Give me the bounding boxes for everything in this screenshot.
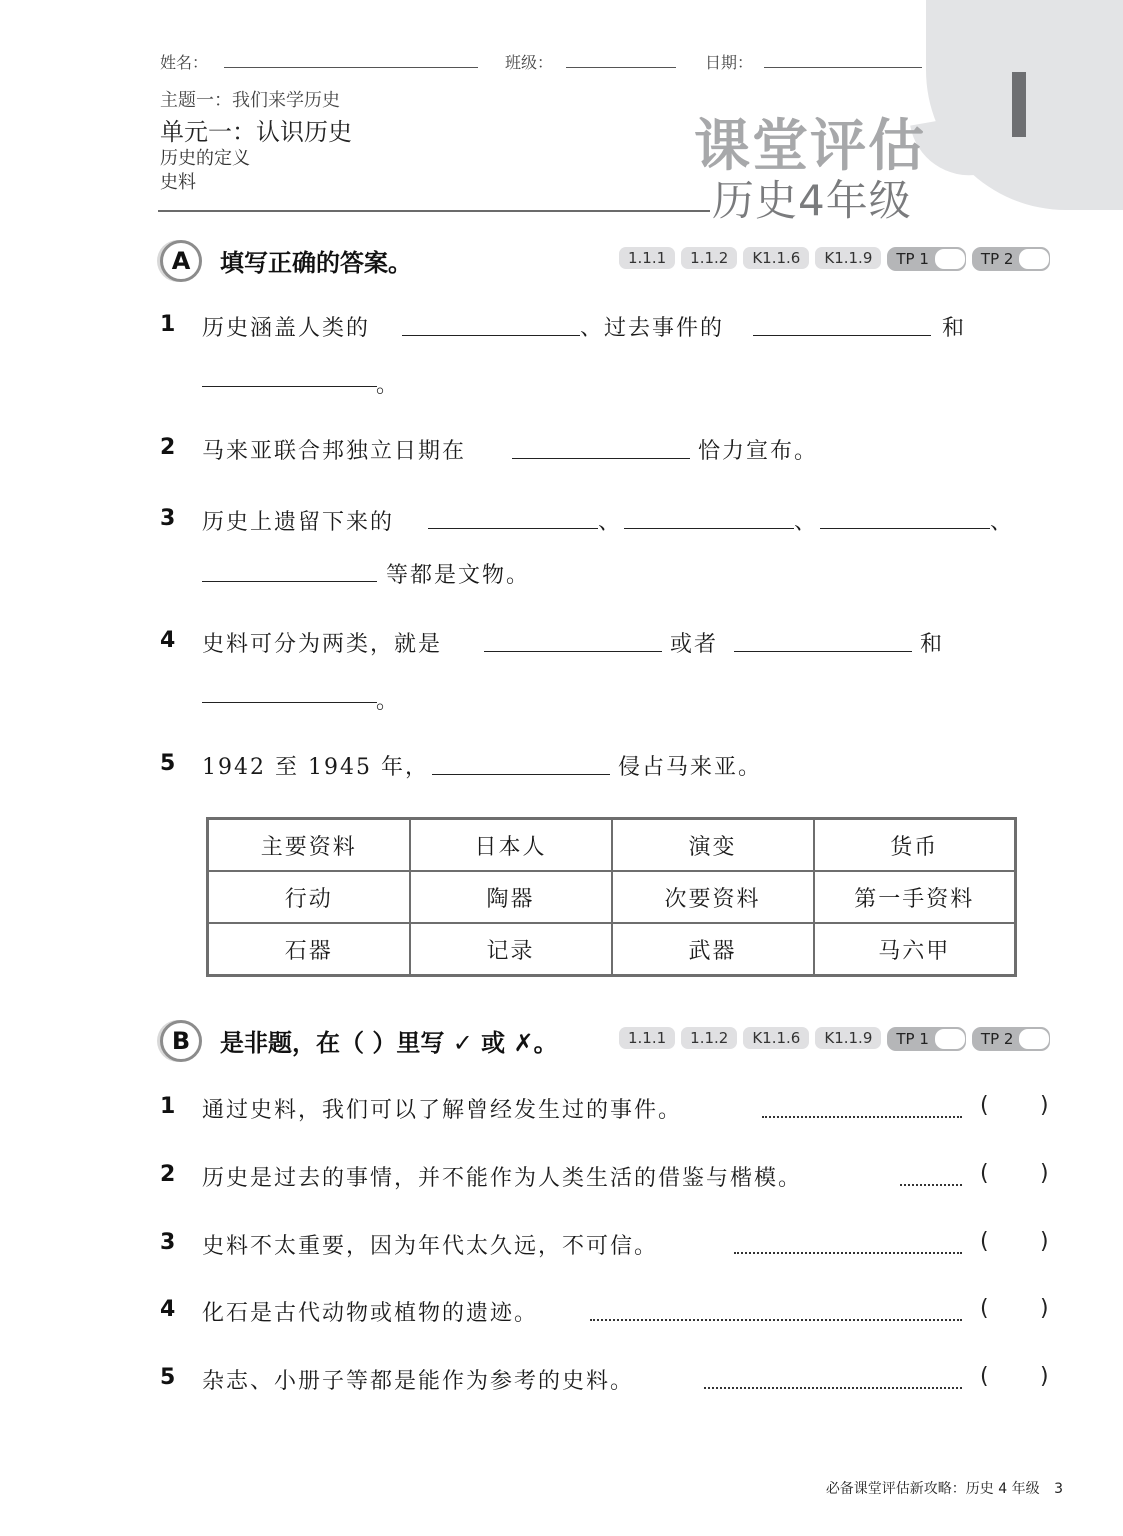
- answer-blank[interactable]: [753, 335, 931, 336]
- book-title: 必备课堂评估新攻略：历史 4 年级: [825, 1481, 1040, 1497]
- section-a-tags: [619, 247, 1050, 271]
- question-5-text-b: 侵占马来亚。: [618, 755, 763, 780]
- question-2-text-a: 马来亚联合邦独立日期在: [202, 439, 467, 464]
- question-1-text-a: 历史涵盖人类的: [202, 316, 371, 341]
- paren-close: ): [1040, 1093, 1049, 1118]
- page-footer: [826, 1478, 1063, 1498]
- word-cell: 第一手资料: [814, 871, 1016, 923]
- question-3-sep-1: 、: [598, 510, 623, 535]
- question-3-text-b: 等都是文物。: [386, 563, 531, 588]
- question-1-text-c: 和: [942, 316, 967, 341]
- answer-box[interactable]: [992, 1163, 1036, 1191]
- paren-open: (: [980, 1364, 989, 1389]
- assessment-title: 课堂评估: [694, 114, 926, 179]
- section-a-badge: A: [160, 240, 202, 282]
- leader-dots: [590, 1319, 962, 1321]
- page-number: 3: [1054, 1481, 1063, 1497]
- question-4-text-b: 或者: [670, 632, 719, 657]
- tp2-tag: [972, 1027, 1051, 1051]
- answer-blank[interactable]: [512, 458, 690, 459]
- answer-blank[interactable]: [734, 651, 912, 652]
- tp1-checkbox[interactable]: [935, 1029, 965, 1049]
- answer-blank[interactable]: [202, 386, 377, 387]
- answer-blank[interactable]: [202, 581, 377, 582]
- question-3-sep-3: 、: [990, 510, 1015, 535]
- leader-dots: [900, 1184, 962, 1186]
- question-2-number: 2: [160, 435, 176, 460]
- paren-close: ): [1040, 1161, 1049, 1186]
- answer-box[interactable]: [992, 1095, 1036, 1123]
- question-1-text-d: 。: [376, 373, 401, 398]
- tp2-label: TP 2: [980, 250, 1014, 268]
- tp2-label: TP 2: [980, 1030, 1014, 1048]
- statement-4-text: 化石是古代动物或植物的遗迹。: [202, 1301, 539, 1326]
- question-2-text-b: 恰力宣布。: [698, 439, 819, 464]
- unit-title: 单元一：认识历史: [160, 118, 352, 146]
- word-cell: 货币: [814, 819, 1016, 872]
- question-4-number: 4: [160, 628, 176, 653]
- standard-tag: K1.1.6: [743, 1027, 809, 1049]
- statement-1-text: 通过史料，我们可以了解曾经发生过的事件。: [202, 1098, 683, 1123]
- date-label: 日期：: [705, 53, 754, 72]
- standard-tag: K1.1.9: [815, 247, 881, 269]
- statement-2-text: 历史是过去的事情，并不能作为人类生活的借鉴与楷模。: [202, 1166, 803, 1191]
- word-cell: 记录: [410, 923, 612, 976]
- question-5-text-a: 1942 至 1945 年，: [202, 755, 429, 780]
- statement-2-number: 2: [160, 1162, 176, 1187]
- word-cell: 次要资料: [612, 871, 814, 923]
- statement-5-number: 5: [160, 1365, 176, 1390]
- leader-dots: [704, 1387, 962, 1389]
- question-3-number: 3: [160, 506, 176, 531]
- tp2-checkbox[interactable]: [1019, 249, 1049, 269]
- answer-blank[interactable]: [402, 335, 580, 336]
- word-cell: 马六甲: [814, 923, 1016, 976]
- section-b-tags: [619, 1027, 1050, 1051]
- standard-tag: 1.1.2: [681, 247, 737, 269]
- section-b-badge: B: [160, 1020, 202, 1062]
- tp2-tag: [972, 247, 1051, 271]
- name-field[interactable]: [224, 67, 478, 68]
- date-field[interactable]: [764, 67, 922, 68]
- answer-box[interactable]: [992, 1298, 1036, 1326]
- question-5-number: 5: [160, 751, 176, 776]
- answer-blank[interactable]: [484, 651, 662, 652]
- table-row: [208, 923, 1016, 976]
- tp1-tag: [887, 1027, 966, 1051]
- class-field[interactable]: [566, 67, 676, 68]
- word-cell: 主要资料: [208, 819, 410, 872]
- statement-3-text: 史料不太重要，因为年代太久远，不可信。: [202, 1234, 659, 1259]
- answer-blank[interactable]: [428, 528, 598, 529]
- statement-4-number: 4: [160, 1297, 176, 1322]
- topic-title: 主题一：我们来学历史: [160, 90, 340, 111]
- question-4-text-a: 史料可分为两类，就是: [202, 632, 443, 657]
- question-1-number: 1: [160, 312, 176, 337]
- subtopic-1: 历史的定义: [160, 148, 250, 169]
- question-4-text-c: 和: [920, 632, 945, 657]
- word-cell: 日本人: [410, 819, 612, 872]
- tp1-label: TP 1: [896, 250, 929, 268]
- word-bank-table: [206, 817, 1017, 977]
- class-label: 班级：: [505, 53, 554, 72]
- paren-close: ): [1040, 1296, 1049, 1321]
- statement-5-text: 杂志、小册子等都是能作为参考的史料。: [202, 1369, 635, 1394]
- answer-box[interactable]: [992, 1366, 1036, 1394]
- answer-box[interactable]: [992, 1231, 1036, 1259]
- paren-open: (: [980, 1296, 989, 1321]
- standard-tag: K1.1.6: [743, 247, 809, 269]
- table-row: [208, 871, 1016, 923]
- header-divider: [158, 210, 710, 212]
- tp1-checkbox[interactable]: [935, 249, 965, 269]
- word-cell: 演变: [612, 819, 814, 872]
- answer-blank[interactable]: [202, 702, 377, 703]
- standard-tag: 1.1.1: [619, 1027, 675, 1049]
- leader-dots: [734, 1252, 962, 1254]
- word-cell: 陶器: [410, 871, 612, 923]
- answer-blank[interactable]: [624, 528, 794, 529]
- paren-open: (: [980, 1229, 989, 1254]
- question-4-text-d: 。: [376, 689, 401, 714]
- paren-open: (: [980, 1161, 989, 1186]
- paren-open: (: [980, 1093, 989, 1118]
- paren-close: ): [1040, 1364, 1049, 1389]
- word-cell: 石器: [208, 923, 410, 976]
- paren-close: ): [1040, 1229, 1049, 1254]
- subject-grade-title: 历史4年级: [712, 176, 912, 225]
- section-a-title: 填写正确的答案。: [220, 249, 412, 277]
- word-cell: 武器: [612, 923, 814, 976]
- tp1-label: TP 1: [896, 1030, 929, 1048]
- answer-blank[interactable]: [432, 774, 610, 775]
- standard-tag: 1.1.1: [619, 247, 675, 269]
- tp2-checkbox[interactable]: [1019, 1029, 1049, 1049]
- statement-1-number: 1: [160, 1094, 176, 1119]
- section-b-title: 是非题，在（ ）里写 ✓ 或 ✗。: [220, 1029, 558, 1057]
- answer-blank[interactable]: [820, 528, 990, 529]
- question-1-text-b: 、过去事件的: [580, 316, 725, 341]
- unit-number-mark: [1012, 72, 1026, 137]
- leader-dots: [762, 1116, 962, 1118]
- question-3-text-a: 历史上遗留下来的: [202, 510, 395, 535]
- table-row: [208, 819, 1016, 872]
- subtopic-2: 史料: [160, 172, 196, 193]
- standard-tag: K1.1.9: [815, 1027, 881, 1049]
- standard-tag: 1.1.2: [681, 1027, 737, 1049]
- tp1-tag: [887, 247, 966, 271]
- question-3-sep-2: 、: [794, 510, 819, 535]
- statement-3-number: 3: [160, 1230, 176, 1255]
- name-label: 姓名：: [160, 53, 209, 72]
- word-cell: 行动: [208, 871, 410, 923]
